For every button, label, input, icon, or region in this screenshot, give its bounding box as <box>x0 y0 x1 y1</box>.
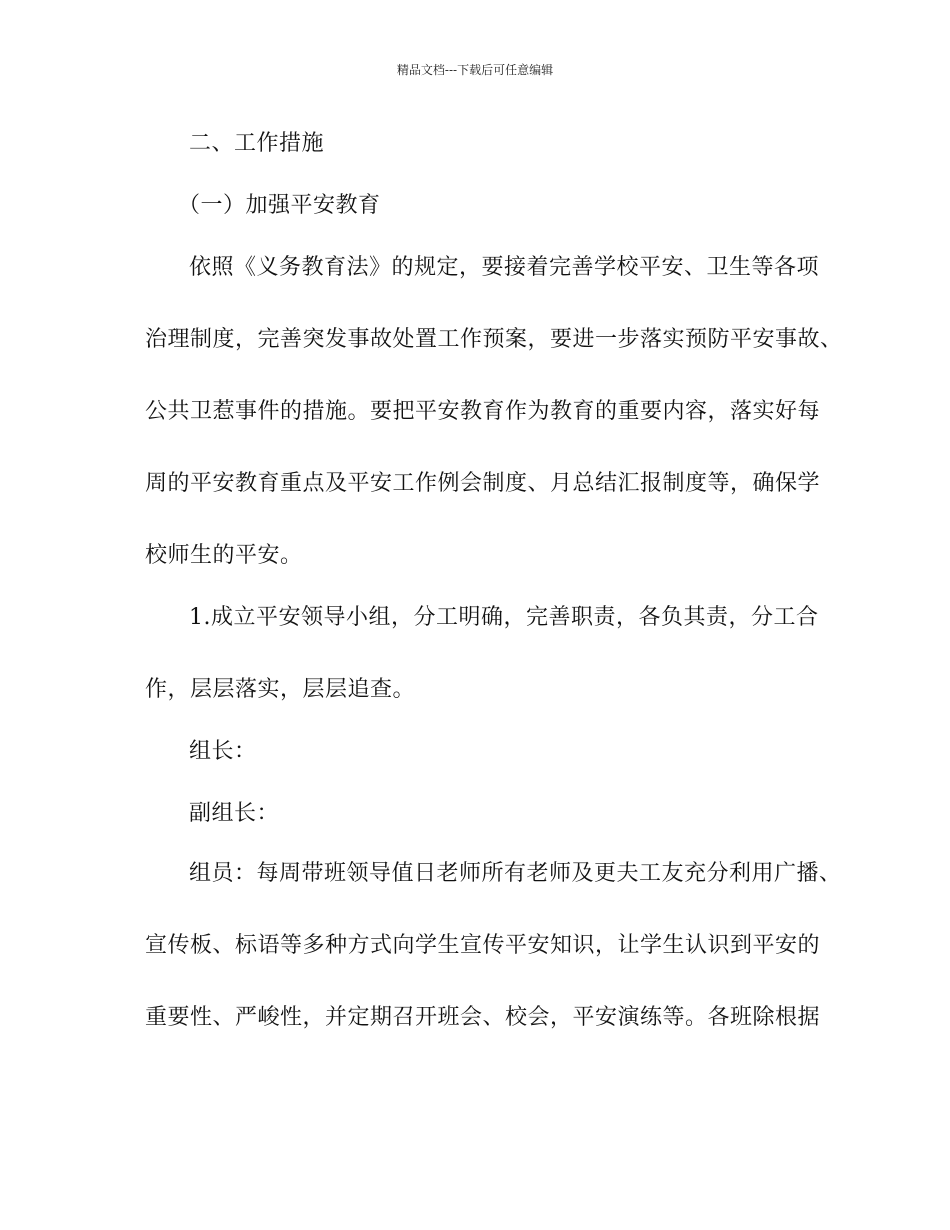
deputy-leader-label: 副组长： <box>189 801 280 826</box>
paragraph-line: 公共卫惹事件的措施。要把平安教育作为教育的重要内容，落实好每 <box>145 399 821 424</box>
paragraph-line: 治理制度，完善突发事故处置工作预案，要进一步落实预防平安事故、 <box>145 327 843 352</box>
list-item-line: 1.成立平安领导小组，分工明确，完善职责，各负其责，分工合 <box>189 605 819 630</box>
section-heading: 二、工作措施 <box>189 131 325 156</box>
list-item-line: 作，层层落实，层层追查。 <box>145 677 416 702</box>
leader-label: 组长： <box>189 739 257 764</box>
paragraph-line: 依照《义务教育法》的规定，要接着完善学校平安、卫生等各项 <box>189 255 820 280</box>
subsection-heading: （一）加强平安教育 <box>178 193 381 218</box>
paragraph-line: 校师生的平安。 <box>145 543 303 568</box>
paragraph-line: 宣传板、标语等多种方式向学生宣传平安知识，让学生认识到平安的 <box>145 933 821 958</box>
page-header-watermark: 精品文档---下载后可任意编辑 <box>396 63 554 77</box>
paragraph-line: 组员：每周带班领导值日老师所有老师及更夫工友充分利用广播、 <box>189 861 842 886</box>
paragraph-line: 周的平安教育重点及平安工作例会制度、月总结汇报制度等，确保学 <box>145 471 821 496</box>
paragraph-line: 重要性、严峻性，并定期召开班会、校会，平安演练等。各班除根据 <box>145 1005 821 1030</box>
